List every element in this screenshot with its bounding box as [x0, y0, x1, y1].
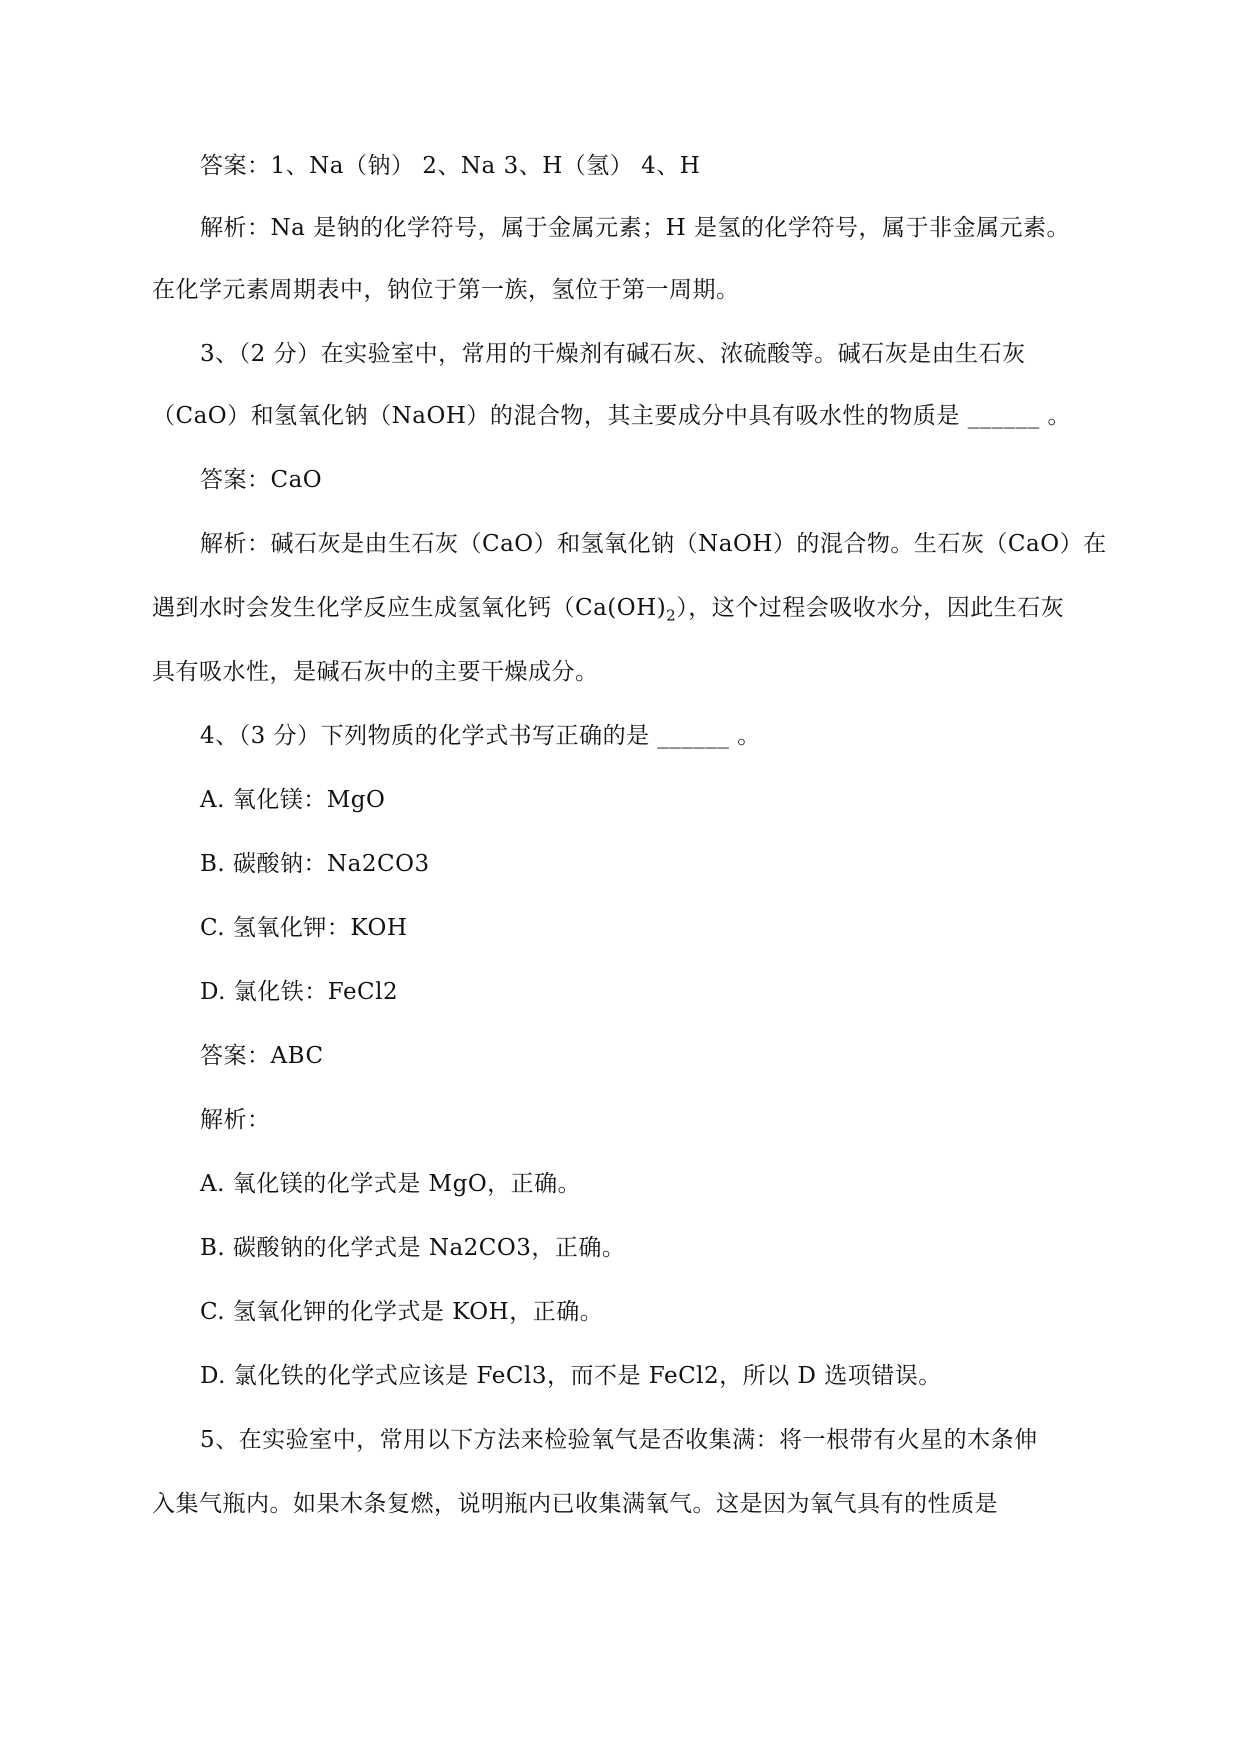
q2-analysis-line2: 在化学元素周期表中，钠位于第一族，氢位于第一周期。	[152, 277, 740, 303]
q4-analysis-label: 解析：	[200, 1107, 271, 1133]
q4-option-b: B. 碳酸钠：Na2CO3	[200, 851, 430, 877]
q4-option-c: C. 氢氧化钾：KOH	[200, 915, 408, 941]
q4-question: 4、（3 分）下列物质的化学式书写正确的是 ______ 。	[200, 723, 761, 749]
q2-answer: 答案：1、Na（钠） 2、Na 3、H（氢） 4、H	[200, 153, 701, 179]
q3-analysis-line1: 解析：碱石灰是由生石灰（CaO）和氢氧化钠（NaOH）的混合物。生石灰（CaO）在	[200, 531, 1107, 557]
q3-analysis-line2-pre: 遇到水时会发生化学反应生成氢氧化钙（Ca(OH)	[152, 595, 667, 621]
q5-question-line1: 5、在实验室中，常用以下方法来检验氧气是否收集满：将一根带有火星的木条伸	[200, 1427, 1038, 1453]
q5-question-line2: 入集气瓶内。如果木条复燃，说明瓶内已收集满氧气。这是因为氧气具有的性质是	[152, 1491, 998, 1517]
q3-analysis-line2	[152, 592, 1064, 624]
q3-analysis-line3: 具有吸水性，是碱石灰中的主要干燥成分。	[152, 659, 599, 685]
q3-analysis-line2-sub: 2	[666, 606, 677, 625]
q4-analysis-b: B. 碳酸钠的化学式是 Na2CO3，正确。	[200, 1235, 626, 1261]
q4-option-d: D. 氯化铁：FeCl2	[200, 979, 399, 1005]
q4-analysis-d: D. 氯化铁的化学式应该是 FeCl3，而不是 FeCl2，所以 D 选项错误。	[200, 1363, 942, 1389]
q4-answer: 答案：ABC	[200, 1043, 324, 1069]
q3-question-line1: 3、（2 分）在实验室中，常用的干燥剂有碱石灰、浓硫酸等。碱石灰是由生石灰	[200, 341, 1026, 367]
q3-question-line2: （CaO）和氢氧化钠（NaOH）的混合物，其主要成分中具有吸水性的物质是 ______ 。	[152, 403, 1072, 429]
q2-analysis-line1: 解析：Na 是钠的化学符号，属于金属元素；H 是氢的化学符号，属于非金属元素。	[200, 215, 1071, 241]
q3-answer: 答案：CaO	[200, 467, 323, 493]
q4-option-a: A. 氧化镁：MgO	[200, 787, 386, 813]
q3-analysis-line2-post: ），这个过程会吸收水分，因此生石灰	[676, 595, 1065, 621]
q4-analysis-a: A. 氧化镁的化学式是 MgO，正确。	[200, 1171, 582, 1197]
q4-analysis-c: C. 氢氧化钾的化学式是 KOH，正确。	[200, 1299, 604, 1325]
